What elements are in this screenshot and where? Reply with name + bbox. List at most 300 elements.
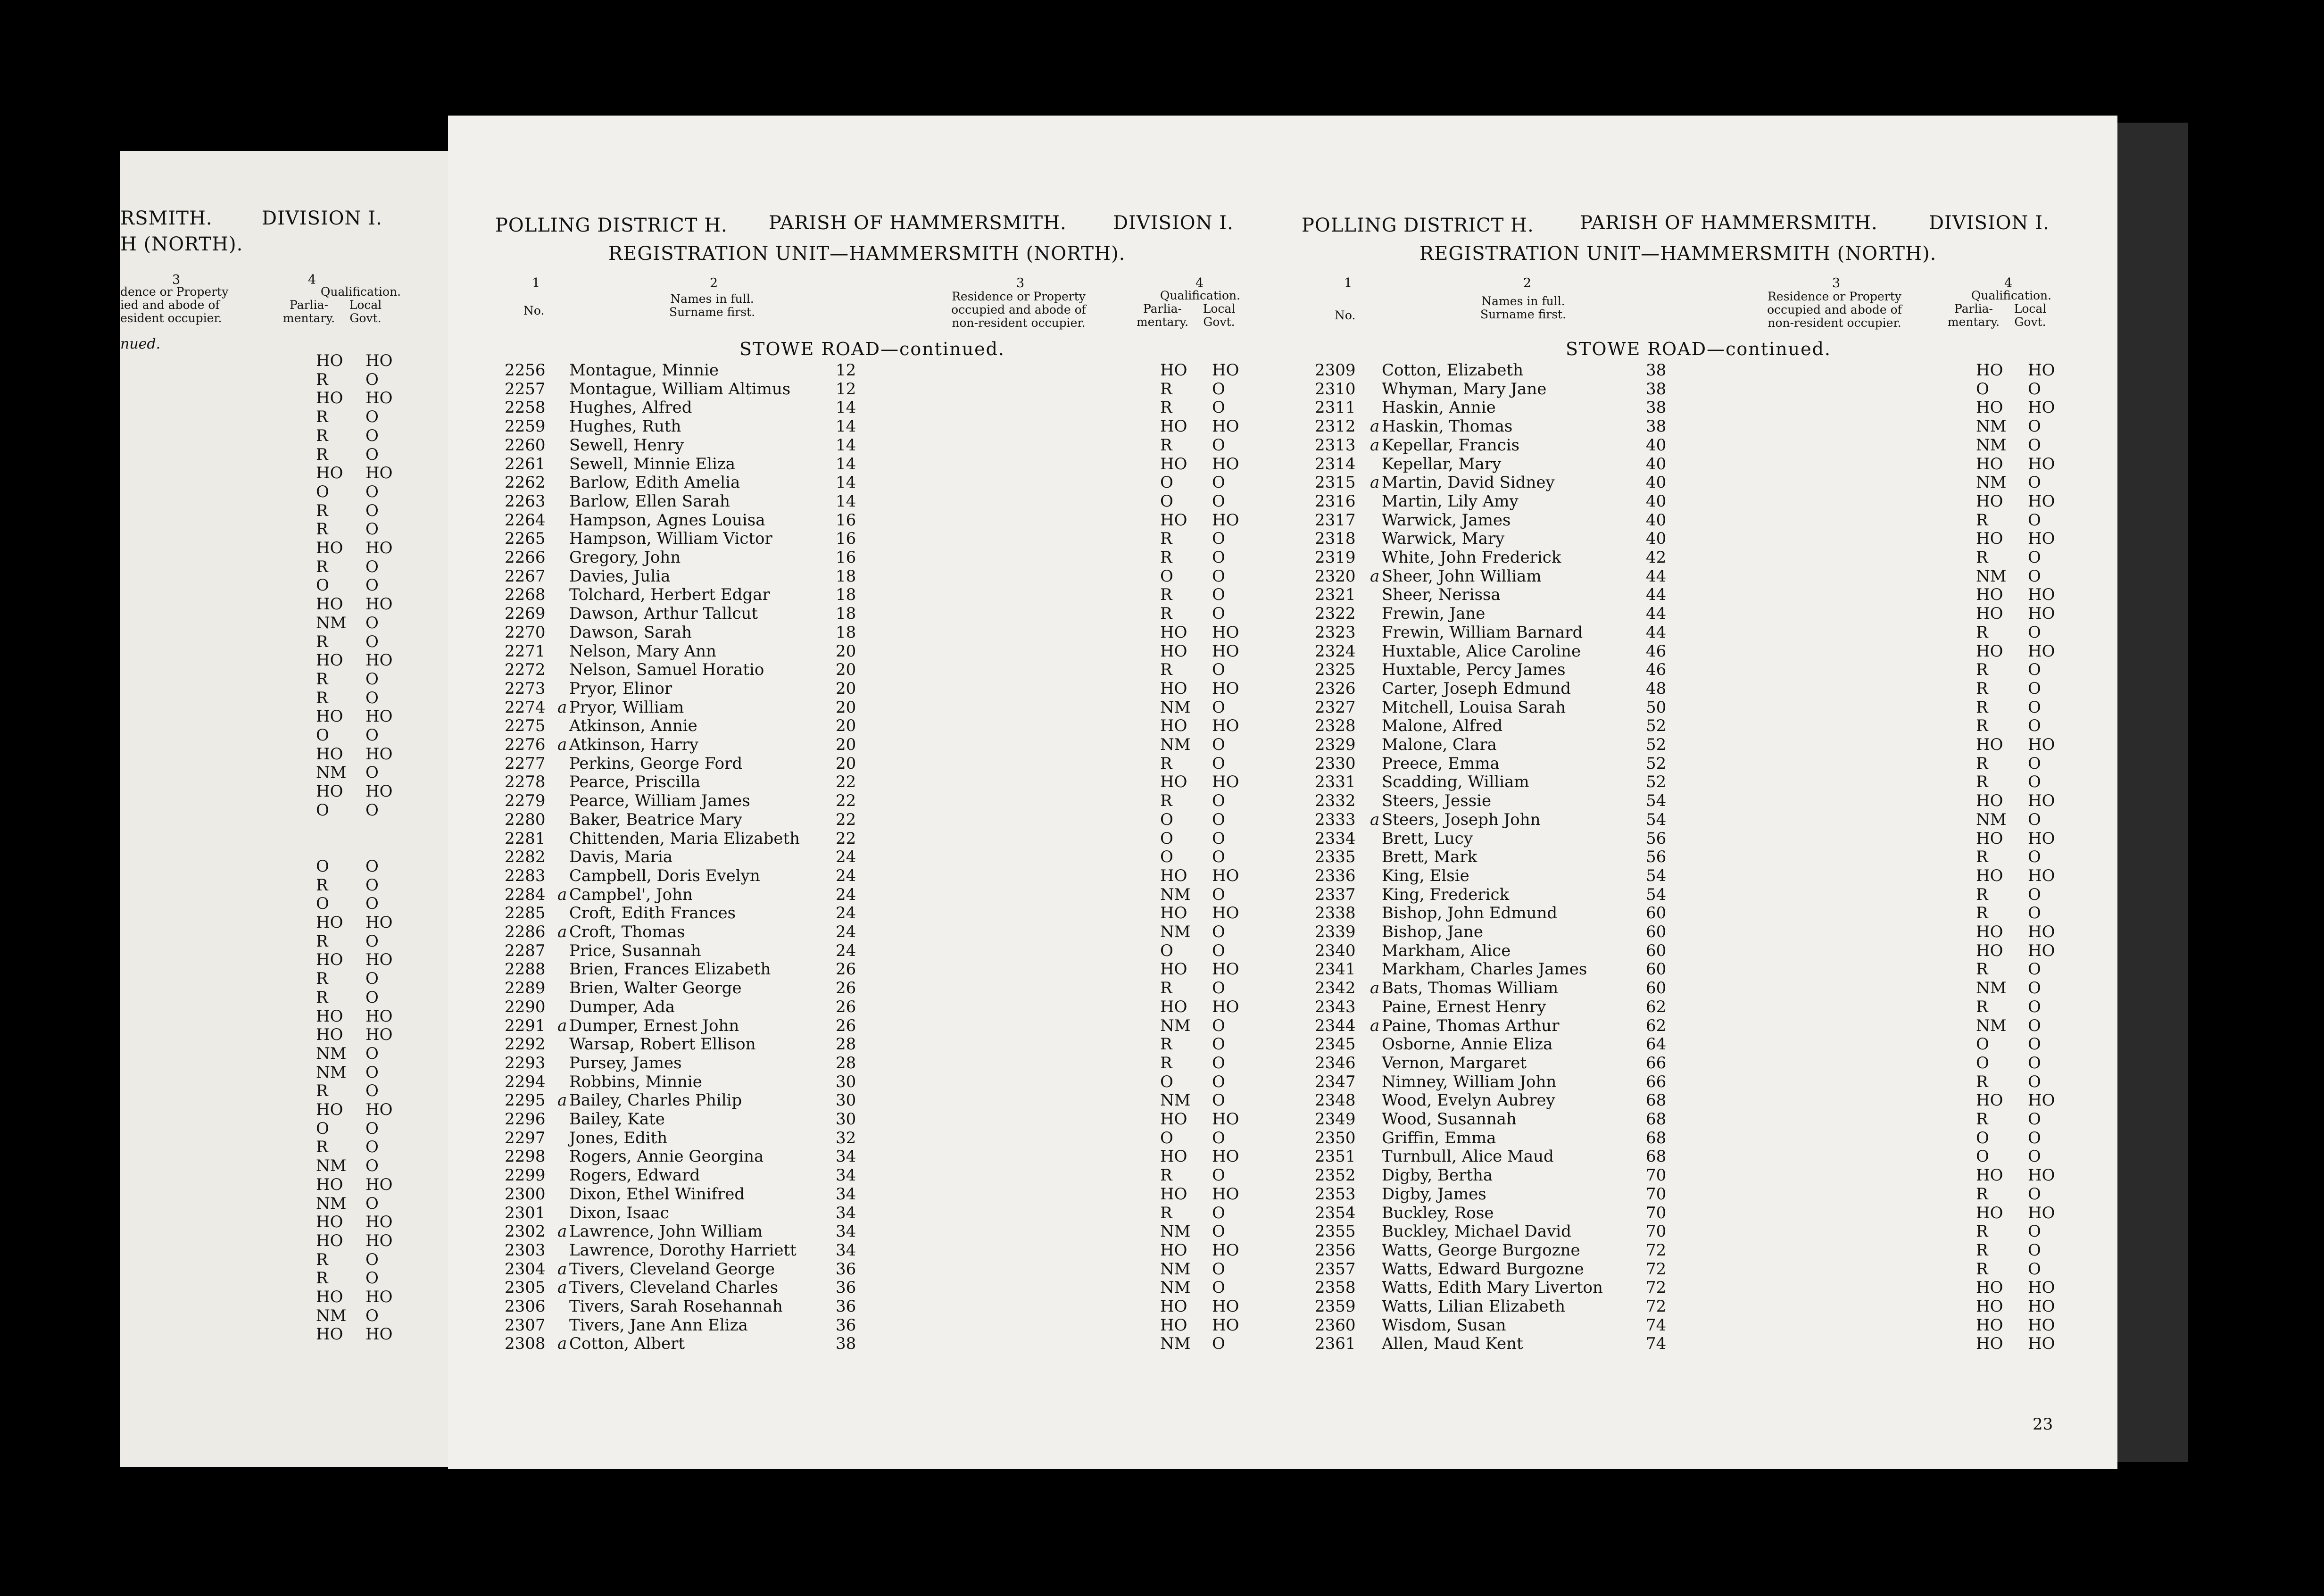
local-qualification: HO <box>365 389 393 408</box>
main-page <box>448 116 2117 1469</box>
parliamentary-qualification: R <box>1160 379 1172 399</box>
local-qualification: HO <box>365 744 393 764</box>
register-row <box>120 1231 453 1250</box>
left-col3-line: ied and abode of <box>120 298 220 312</box>
parliamentary-qualification: HO <box>316 782 343 801</box>
elector-number: 2258 <box>505 398 546 417</box>
elector-name: Dumper, Ernest John <box>569 1016 739 1035</box>
parliamentary-qualification: O <box>1976 379 1989 399</box>
register-row <box>120 501 453 520</box>
register-row <box>448 1054 2117 1072</box>
elector-number: 2294 <box>505 1072 546 1091</box>
house-number: 14 <box>836 435 856 455</box>
parliamentary-qualification: HO <box>1976 454 2003 474</box>
col4-parliamentary-left: Parlia- mentary. <box>1136 302 1189 329</box>
register-row <box>448 660 2117 679</box>
register-row <box>448 642 2117 661</box>
parliamentary-qualification: R <box>1976 754 1988 773</box>
local-qualification: HO <box>1212 997 1239 1016</box>
parliamentary-qualification: R <box>316 1081 328 1101</box>
local-qualification: O <box>2028 660 2041 680</box>
elector-name: Davis, Maria <box>569 848 673 867</box>
polling-district-left: POLLING DISTRICT H. <box>495 215 728 236</box>
parliamentary-qualification: O <box>316 1119 329 1138</box>
elector-number: 2337 <box>1315 885 1356 904</box>
local-qualification: HO <box>2028 1334 2055 1354</box>
parliamentary-qualification: HO <box>1976 1166 2003 1185</box>
parliamentary-qualification: O <box>316 800 329 820</box>
elector-number: 2328 <box>1315 716 1356 736</box>
elector-name: Sheer, John William <box>1382 566 1542 586</box>
elector-number: 2361 <box>1315 1334 1356 1354</box>
house-number: 74 <box>1646 1334 1667 1354</box>
parliamentary-qualification: HO <box>1976 361 2003 380</box>
house-number: 28 <box>836 1035 856 1054</box>
elector-name: Watts, Edward Burgozne <box>1382 1259 1584 1279</box>
house-number: 70 <box>1646 1184 1667 1204</box>
register-row <box>448 904 2117 923</box>
house-number: 68 <box>1646 1110 1667 1129</box>
local-qualification: HO <box>2028 361 2055 380</box>
house-number: 18 <box>836 566 856 586</box>
elector-number: 2265 <box>505 529 546 549</box>
local-qualification: O <box>365 1269 379 1288</box>
house-number: 34 <box>836 1240 856 1260</box>
parliamentary-qualification: HO <box>1976 641 2003 661</box>
parliamentary-qualification: R <box>1976 1259 1988 1279</box>
parliamentary-qualification: R <box>316 632 328 651</box>
house-number: 52 <box>1646 773 1667 792</box>
elector-name: Preece, Emma <box>1382 754 1500 773</box>
elector-name: Watts, George Burgozne <box>1382 1240 1580 1260</box>
house-number: 52 <box>1646 716 1667 736</box>
elector-name: Brien, Frances Elizabeth <box>569 960 771 979</box>
elector-number: 2293 <box>505 1053 546 1072</box>
parliamentary-qualification: O <box>1160 473 1173 492</box>
elector-name: Paine, Thomas Arthur <box>1382 1016 1560 1035</box>
parliamentary-qualification: O <box>1976 1035 1989 1054</box>
register-row <box>120 426 453 445</box>
register-row <box>448 1185 2117 1204</box>
parliamentary-qualification: R <box>1976 960 1988 979</box>
street-heading-left: STOWE ROAD—continued. <box>739 339 1005 359</box>
house-number: 34 <box>836 1184 856 1204</box>
non-resident-mark: a <box>557 885 567 904</box>
local-qualification: HO <box>365 1213 393 1232</box>
register-row <box>448 1091 2117 1110</box>
house-number: 22 <box>836 810 856 829</box>
parliamentary-qualification: HO <box>1976 941 2003 960</box>
house-number: 26 <box>836 960 856 979</box>
local-qualification: O <box>1212 1259 1225 1279</box>
house-number: 20 <box>836 735 856 754</box>
elector-number: 2314 <box>1315 454 1356 474</box>
local-qualification: HO <box>1212 417 1239 436</box>
house-number: 44 <box>1646 623 1667 642</box>
elector-name: Wisdom, Susan <box>1382 1315 1506 1335</box>
parliamentary-qualification: HO <box>316 1325 343 1344</box>
register-row <box>448 436 2117 455</box>
register-row <box>120 857 453 876</box>
col2-label-right: Names in full. Surname first. <box>1480 294 1567 321</box>
polling-district-right: POLLING DISTRICT H. <box>1302 215 1534 236</box>
local-qualification: HO <box>2028 491 2055 511</box>
house-number: 60 <box>1646 904 1667 923</box>
parliamentary-qualification: HO <box>1160 904 1187 923</box>
house-number: 16 <box>836 510 856 530</box>
elector-number: 2332 <box>1315 791 1356 811</box>
parliamentary-qualification: HO <box>1160 1184 1187 1204</box>
parliamentary-qualification: R <box>316 407 328 427</box>
parliamentary-qualification: HO <box>1160 1315 1187 1335</box>
parliamentary-qualification: HO <box>1160 361 1187 380</box>
elector-name: Paine, Ernest Henry <box>1382 997 1546 1016</box>
local-qualification: HO <box>1212 641 1239 661</box>
parliamentary-qualification: R <box>1160 1203 1172 1222</box>
street-heading-right: STOWE ROAD—continued. <box>1566 339 1831 359</box>
elector-number: 2297 <box>505 1128 546 1147</box>
elector-number: 2357 <box>1315 1259 1356 1279</box>
elector-number: 2270 <box>505 623 546 642</box>
parliamentary-qualification: R <box>316 1250 328 1269</box>
house-number: 46 <box>1646 641 1667 661</box>
parliamentary-qualification: R <box>1160 398 1172 417</box>
parliamentary-qualification: NM <box>1160 1259 1191 1279</box>
register-row <box>120 651 453 670</box>
local-qualification: HO <box>2028 791 2055 811</box>
parliamentary-qualification: NM <box>1160 1222 1191 1241</box>
local-qualification: O <box>365 726 379 745</box>
house-number: 20 <box>836 660 856 680</box>
house-number: 26 <box>836 997 856 1016</box>
house-number: 16 <box>836 548 856 567</box>
elector-name: Wood, Susannah <box>1382 1110 1517 1129</box>
house-number: 36 <box>836 1278 856 1297</box>
house-number: 34 <box>836 1222 856 1241</box>
house-number: 18 <box>836 623 856 642</box>
parliamentary-qualification: NM <box>1976 473 2007 492</box>
house-number: 14 <box>836 454 856 474</box>
house-number: 30 <box>836 1110 856 1129</box>
parliamentary-qualification: R <box>316 501 328 520</box>
parliamentary-qualification: HO <box>316 651 343 670</box>
local-qualification: O <box>2028 1110 2041 1129</box>
register-row <box>120 763 453 782</box>
division-right: DIVISION I. <box>1929 212 2050 234</box>
col3-number-right: 3 <box>1832 276 1841 291</box>
local-qualification: HO <box>1212 773 1239 792</box>
local-qualification: HO <box>2028 1278 2055 1297</box>
local-qualification: HO <box>1212 716 1239 736</box>
parliamentary-qualification: HO <box>316 707 343 726</box>
elector-name: Kepellar, Mary <box>1382 454 1502 474</box>
local-qualification: O <box>365 613 379 632</box>
parliamentary-qualification: HO <box>316 1213 343 1232</box>
elector-name: Brett, Lucy <box>1382 829 1473 848</box>
local-qualification: O <box>2028 1184 2041 1204</box>
elector-number: 2356 <box>1315 1240 1356 1260</box>
local-qualification: O <box>1212 1334 1225 1354</box>
non-resident-mark: a <box>1370 417 1380 436</box>
elector-number: 2304 <box>505 1259 546 1279</box>
elector-name: Baker, Beatrice Mary <box>569 810 742 829</box>
elector-name: Nelson, Samuel Horatio <box>569 660 764 680</box>
local-qualification: HO <box>2028 398 2055 417</box>
parliamentary-qualification: R <box>1160 548 1172 567</box>
local-qualification: O <box>1212 1128 1225 1147</box>
local-qualification: HO <box>1212 510 1239 530</box>
elector-name: Markham, Charles James <box>1382 960 1587 979</box>
elector-name: Warwick, James <box>1382 510 1511 530</box>
parliamentary-qualification: R <box>1160 604 1172 623</box>
left-col4-number: 4 <box>308 273 316 287</box>
house-number: 40 <box>1646 529 1667 549</box>
house-number: 30 <box>836 1091 856 1110</box>
house-number: 70 <box>1646 1166 1667 1185</box>
elector-number: 2281 <box>505 829 546 848</box>
elector-number: 2338 <box>1315 904 1356 923</box>
left-col3-line: dence or Property <box>120 285 229 299</box>
house-number: 20 <box>836 679 856 698</box>
elector-name: Huxtable, Percy James <box>1382 660 1566 680</box>
local-qualification: HO <box>365 1100 393 1119</box>
parliamentary-qualification: HO <box>1160 773 1187 792</box>
parliamentary-qualification: R <box>1976 1072 1988 1091</box>
parliamentary-qualification: HO <box>1976 866 2003 885</box>
local-qualification: O <box>2028 1053 2041 1072</box>
elector-number: 2287 <box>505 941 546 960</box>
house-number: 28 <box>836 1053 856 1072</box>
elector-name: Lawrence, Dorothy Harriett <box>569 1240 797 1260</box>
register-row <box>448 585 2117 604</box>
parish-left: PARISH OF HAMMERSMITH. <box>769 212 1067 234</box>
local-qualification: O <box>365 426 379 445</box>
house-number: 62 <box>1646 997 1667 1016</box>
parliamentary-qualification: R <box>316 557 328 576</box>
local-qualification: O <box>1212 566 1225 586</box>
elector-name: Dixon, Isaac <box>569 1203 669 1222</box>
house-number: 36 <box>836 1315 856 1335</box>
house-number: 44 <box>1646 566 1667 586</box>
register-row <box>448 1016 2117 1035</box>
local-qualification: O <box>365 669 379 689</box>
elector-number: 2268 <box>505 585 546 605</box>
local-qualification: O <box>2028 960 2041 979</box>
elector-name: Hampson, Agnes Louisa <box>569 510 765 530</box>
non-resident-mark: a <box>557 923 567 941</box>
register-row <box>120 913 453 932</box>
elector-number: 2301 <box>505 1203 546 1222</box>
elector-name: Griffin, Emma <box>1382 1128 1496 1147</box>
local-qualification: HO <box>365 1231 393 1250</box>
local-qualification: O <box>365 1138 379 1157</box>
house-number: 60 <box>1646 979 1667 998</box>
parliamentary-qualification: HO <box>316 913 343 932</box>
local-qualification: HO <box>1212 679 1239 698</box>
parliamentary-qualification: HO <box>1976 585 2003 605</box>
local-qualification: HO <box>1212 1240 1239 1260</box>
register-row <box>448 1147 2117 1166</box>
local-qualification: O <box>1212 810 1225 829</box>
elector-name: Brien, Walter George <box>569 979 742 998</box>
house-number: 40 <box>1646 454 1667 474</box>
non-resident-mark: a <box>1370 473 1380 492</box>
elector-number: 2273 <box>505 679 546 698</box>
elector-number: 2303 <box>505 1240 546 1260</box>
local-qualification: O <box>1212 754 1225 773</box>
elector-number: 2324 <box>1315 641 1356 661</box>
local-qualification: O <box>365 988 379 1007</box>
local-qualification: O <box>365 1306 379 1325</box>
local-qualification: O <box>2028 716 2041 736</box>
parliamentary-qualification: R <box>1976 1110 1988 1129</box>
elector-number: 2284 <box>505 885 546 904</box>
elector-name: Barlow, Ellen Sarah <box>569 491 730 511</box>
elector-number: 2312 <box>1315 417 1356 436</box>
left-continued: nued. <box>120 336 161 352</box>
local-qualification: HO <box>1212 1110 1239 1129</box>
elector-number: 2360 <box>1315 1315 1356 1335</box>
parish-right: PARISH OF HAMMERSMITH. <box>1580 212 1878 234</box>
elector-number: 2318 <box>1315 529 1356 549</box>
local-qualification: HO <box>1212 904 1239 923</box>
elector-number: 2342 <box>1315 979 1356 998</box>
elector-name: Pursey, James <box>569 1053 682 1072</box>
register-row <box>120 1194 453 1213</box>
parliamentary-qualification: NM <box>1976 1016 2007 1035</box>
parliamentary-qualification: NM <box>316 613 347 632</box>
local-qualification: O <box>2028 679 2041 698</box>
elector-number: 2319 <box>1315 548 1356 567</box>
elector-number: 2306 <box>505 1297 546 1316</box>
parliamentary-qualification: R <box>1976 885 1988 904</box>
parliamentary-qualification: NM <box>1976 435 2007 455</box>
elector-number: 2345 <box>1315 1035 1356 1054</box>
book-edge <box>2117 123 2188 1462</box>
parliamentary-qualification: HO <box>316 1025 343 1045</box>
register-row <box>448 1297 2117 1316</box>
house-number: 24 <box>836 866 856 885</box>
local-qualification: HO <box>365 913 393 932</box>
local-qualification: O <box>365 1250 379 1269</box>
register-row <box>448 548 2117 567</box>
parliamentary-qualification: R <box>1976 698 1988 717</box>
local-qualification: O <box>2028 979 2041 998</box>
elector-name: Malone, Alfred <box>1382 716 1503 736</box>
house-number: 24 <box>836 848 856 867</box>
register-row <box>120 1306 453 1325</box>
parliamentary-qualification: R <box>1976 548 1988 567</box>
elector-number: 2295 <box>505 1091 546 1110</box>
house-number: 14 <box>836 398 856 417</box>
local-qualification: O <box>365 1063 379 1082</box>
local-qualification: O <box>2028 473 2041 492</box>
register-row <box>448 1129 2117 1147</box>
register-row <box>120 801 453 820</box>
local-qualification: O <box>365 1081 379 1101</box>
parliamentary-qualification: O <box>1976 1147 1989 1166</box>
local-qualification: HO <box>2028 1315 2055 1335</box>
elector-number: 2311 <box>1315 398 1356 417</box>
register-row <box>448 941 2117 960</box>
parliamentary-qualification: R <box>1160 979 1172 998</box>
parliamentary-qualification: R <box>316 669 328 689</box>
register-row <box>120 1138 453 1156</box>
elector-name: Watts, Edith Mary Liverton <box>1382 1278 1603 1297</box>
elector-number: 2335 <box>1315 848 1356 867</box>
parliamentary-qualification: HO <box>1160 997 1187 1016</box>
elector-number: 2307 <box>505 1315 546 1335</box>
parliamentary-qualification: R <box>316 520 328 539</box>
house-number: 24 <box>836 941 856 960</box>
register-row <box>120 1119 453 1138</box>
parliamentary-qualification: R <box>316 445 328 464</box>
parliamentary-qualification: O <box>316 482 329 501</box>
local-qualification: O <box>1212 791 1225 811</box>
local-qualification: HO <box>365 1006 393 1026</box>
elector-number: 2274 <box>505 698 546 717</box>
house-number: 66 <box>1646 1072 1667 1091</box>
elector-number: 2266 <box>505 548 546 567</box>
house-number: 18 <box>836 604 856 623</box>
register-row <box>448 604 2117 623</box>
register-row <box>120 595 453 614</box>
elector-number: 2321 <box>1315 585 1356 605</box>
left-col4-parliamentary: Parlia- mentary. <box>282 298 335 325</box>
register-row <box>120 370 453 389</box>
house-number: 38 <box>1646 417 1667 436</box>
house-number: 60 <box>1646 941 1667 960</box>
elector-number: 2291 <box>505 1016 546 1035</box>
col4-local-right: Local Govt. <box>2014 302 2047 329</box>
parliamentary-qualification: HO <box>1160 1297 1187 1316</box>
elector-name: Hampson, William Victor <box>569 529 772 549</box>
local-qualification: O <box>1212 979 1225 998</box>
elector-number: 2334 <box>1315 829 1356 848</box>
parliamentary-qualification: O <box>1160 848 1173 867</box>
house-number: 38 <box>1646 379 1667 399</box>
register-row <box>448 511 2117 530</box>
elector-number: 2288 <box>505 960 546 979</box>
local-qualification: O <box>365 576 379 595</box>
elector-name: Frewin, William Barnard <box>1382 623 1583 642</box>
register-row <box>120 969 453 988</box>
parliamentary-qualification: HO <box>1160 1240 1187 1260</box>
local-qualification: O <box>1212 1203 1225 1222</box>
register-row <box>448 1316 2117 1335</box>
parliamentary-qualification: O <box>1976 1053 1989 1072</box>
house-number: 16 <box>836 529 856 549</box>
elector-number: 2290 <box>505 997 546 1016</box>
local-qualification: O <box>2028 698 2041 717</box>
elector-name: Buckley, Michael David <box>1382 1222 1571 1241</box>
elector-name: Montague, Minnie <box>569 361 719 380</box>
register-row <box>120 482 453 501</box>
parliamentary-qualification: NM <box>1160 698 1191 717</box>
registration-unit-left: REGISTRATION UNIT—HAMMERSMITH (NORTH). <box>608 243 1126 265</box>
elector-name: Bailey, Kate <box>569 1110 665 1129</box>
parliamentary-qualification: HO <box>316 539 343 557</box>
non-resident-mark: a <box>1370 1016 1380 1035</box>
house-number: 62 <box>1646 1016 1667 1035</box>
elector-name: Pryor, Elinor <box>569 679 672 698</box>
page-number: 23 <box>2033 1415 2053 1434</box>
elector-name: Gregory, John <box>569 548 681 567</box>
parliamentary-qualification: R <box>1976 904 1988 923</box>
register-row <box>120 1175 453 1194</box>
parliamentary-qualification: NM <box>1976 979 2007 998</box>
local-qualification: O <box>1212 848 1225 867</box>
